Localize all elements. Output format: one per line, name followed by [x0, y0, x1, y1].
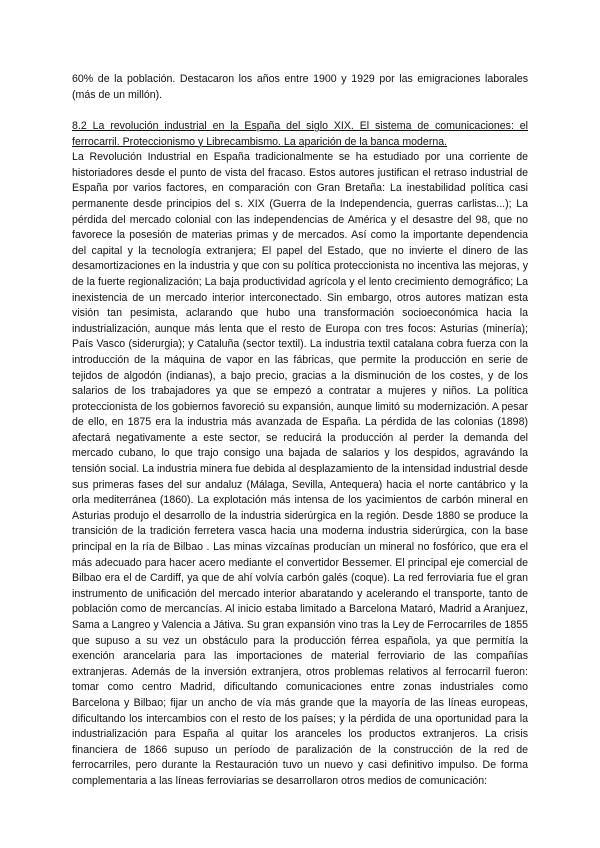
section-body-text: La Revolución Industrial en España tradicionalmente se ha estudiado por una corriente de historiadores desde el punto de vista del fracaso. Estos autores justifican el retraso industrial de España por varios factores, en comparación con Gran Bretaña: La inestabilidad política casi permanente desde principios del s. XIX (Guerra de la Independencia, guerras carlistas...); La pérdida del mercado colonial con las independencias de América y el desastre del 98, que no favorece la posesión de materias primas y de mercados. Así como la importante dependencia del capital y la tecnología extranjera; El papel del Estado, que no invierte el dinero de las desamortizaciones en la industria y que con su política proteccionista no incentiva las mejoras, y de la fuerte regionalización; La baja productividad agrícola y el lento crecimiento demográfico; La inexistencia de un mercado interior interconectado. Sin embargo, otros autores matizan esta visión tan pesimista, aclarando que hubo una transformación socioeconómica hacia la industrialización, aunque más lenta que el resto de Europa con tres focos: Asturias (minería); País Vasco (siderurgia); y Cataluña (sector textil). La industria textil catalana cobra fuerza con la introducción de la máquina de vapor en las fábricas, que permite la producción en serie de tejidos de algodón (indianas), a bajo precio, gracias a la disminución de los costes, y de los salarios de los trabajadores ya que se empezó a contratar a mujeres y niños. La política proteccionista de los gobiernos favoreció su expansión, aunque limitó su modernización. A pesar de ello, en 1875 era la industria más avanzada de España. La pérdida de las colonias (1898) afectará negativamente a este sector, se reducirá la producción al perder la demanda del mercado cubano, lo que trajo consigo una bajada de salarios y los despidos, agravándo la tensión social. La industria minera fue debida al desplazamiento de la intensidad industrial desde sus primeras fases del sur andaluz (Málaga, Sevilla, Antequera) hacia el norte cantábrico y la orla mediterránea (1860). La explotación más intensa de los yacimientos de carbón mineral en Asturias produjo el desarrollo de la industria siderúrgica en la región. Desde 1880 se produce la transición de la tradición ferretera vasca hacia una moderna industria siderúrgica, con la base principal en la ría de Bilbao . Las minas vizcaínas producían un mineral no fosfórico, que era el más adecuado para hacer acero mediante el convertidor Bessemer. El principal eje comercial de Bilbao era el de Cardiff, ya que de ahí volvía carbón galés (coque). La red ferroviaria fue el gran instrumento de unificación del mercado interior abaratando y acelerando el transporte, tanto de población como de mercancías. Al inicio estaba limitado a Barcelona Mataró, Madrid a Aranjuez, Sama a Langreo y Valencia a Játiva. Su gran expansión vino tras la Ley de Ferrocarriles de 1855 que supuso a su vez un obstáculo para la producción férrea española, ya que permitía la exención arancelaria para las importaciones de material ferroviario de las compañías extranjeras. Además de la inversión extranjera, otros problemas relativos al ferrocarril fueron: tomar como centro Madrid, dificultando comunicaciones entre zonas industriales como Barcelona y Bilbao; fijar un ancho de vía más grande que la mayoría de las líneas europeas, dificultando los intercambios con el resto de los países; y la pérdida de una oportunidad para la industrialización para España al quitar los aranceles los productos extranjeros. La crisis financiera de 1866 supuso un período de paralización de la construcción de la red de ferrocarriles, pero durante la Restauración tuvo un nuevo y casi definitivo impulso. De forma complementaria a las líneas ferroviarias se desarrollaron otros medios de comunicación: — [72, 151, 528, 787]
section-heading: 8.2 La revolución industrial en la España del siglo XIX. El sistema de comunicaciones: el ferrocarril. Proteccionismo y Librecambismo. La aparición de la banca moderna. — [72, 120, 528, 148]
intro-paragraph — [72, 72, 528, 103]
section-8-2 — [72, 119, 528, 790]
intro-text: 60% de la población. Destacaron los años entre 1900 y 1929 por las emigraciones laborales (más de un millón). — [72, 73, 528, 101]
